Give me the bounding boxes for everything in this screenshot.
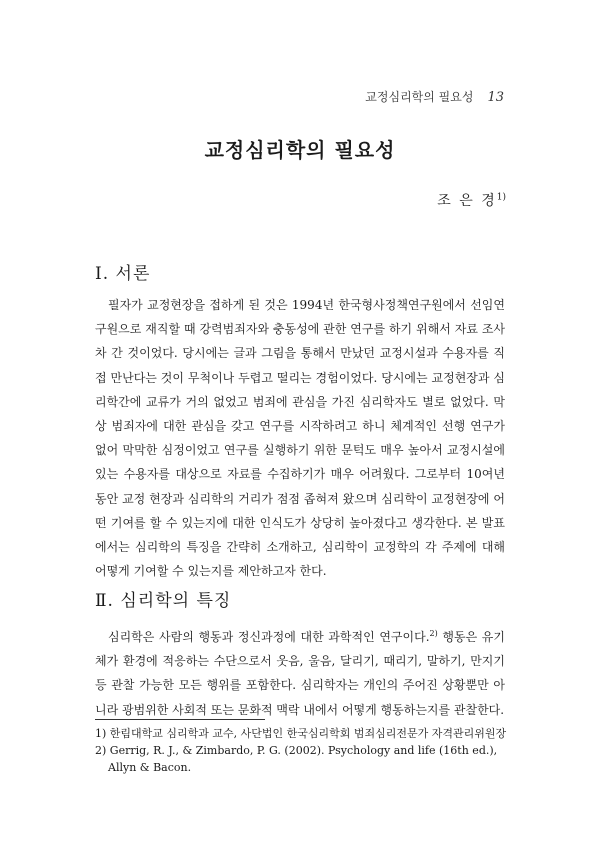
page-number: 13 bbox=[487, 90, 504, 105]
footnote-reference-mark: 2) bbox=[429, 629, 438, 638]
paragraph-text-after-note: 행동은 유기체가 환경에 적응하는 수단으로서 웃음, 울음, 달리기, 때리기, 말하기, 만지기 등 관찰 가능한 모든 행위를 포함한다. 심리학자는 개인의 주어진 상황뿐만 아니라 광범위한 사회적 또는 문화적 맥락 내에서 어떻게 행동하는지를 관찰한다. bbox=[95, 630, 505, 717]
running-head bbox=[365, 88, 504, 105]
author-name: 조 은 경 bbox=[437, 193, 497, 209]
paragraph-text-before-note: 심리학은 사람의 행동과 정신과정에 대한 과학적인 연구이다. bbox=[108, 630, 430, 644]
introduction-paragraph: 필자가 교정현장을 접하게 된 것은 1994년 한국형사정책연구원에서 선임연구원으로 재직할 때 강력범죄자와 충동성에 관한 연구를 하기 위해서 자료 조사차 간 것이었다. 당시에는 글과 그림을 통해서 만났던 교정시설과 수용자를 직접 만난다는 것이 무척이나 두렵고 떨리는 경험이었다. 당시에는 교정현장과 심리학간에 교류가 거의 없었고 범죄에 관심을 가진 심리학자도 별로 없었다. 막상 범죄자에 대한 관심을 갖고 연구를 시작하려고 하니 체계적인 선행 연구가 없어 막막한 심정이었고 연구를 실행하기 위한 문턱도 매우 높아서 교정시설에 있는 수용자를 대상으로 자료를 수집하기가 매우 어려웠다. 그로부터 10여년 동안 교정 현장과 심리학의 거리가 점점 좁혀져 왔으며 심리학이 교정현장에 어떤 기여를 할 수 있는지에 대한 인식도가 상당히 높아졌다고 생각한다. 본 발표에서는 심리학의 특징을 간략히 소개하고, 심리학이 교정학의 각 주제에 대해 어떻게 기여할 수 있는지를 제안하고자 한다. bbox=[95, 298, 505, 579]
footnote-1: 1) 한림대학교 심리학과 교수, 사단법인 한국심리학회 범죄심리전문가 자격관리위원장 bbox=[95, 727, 507, 740]
section-heading-introduction: Ⅰ. 서론 bbox=[95, 264, 151, 284]
footnotes bbox=[95, 725, 507, 776]
footnote-2: 2) Gerrig, R. J., & Zimbardo, P. G. (2002). Psychology and life (16th ed.), Allyn & Bacon. bbox=[95, 744, 498, 774]
author-line bbox=[437, 190, 506, 210]
psychology-features-paragraph bbox=[95, 625, 505, 722]
running-head-title: 교정심리학의 필요성 bbox=[365, 90, 474, 104]
article-title: 교정심리학의 필요성 bbox=[204, 138, 396, 162]
footnote-divider bbox=[95, 719, 265, 720]
author-footnote-mark: 1) bbox=[496, 192, 506, 203]
section-heading-psychology-features: Ⅱ. 심리학의 특징 bbox=[95, 591, 232, 611]
